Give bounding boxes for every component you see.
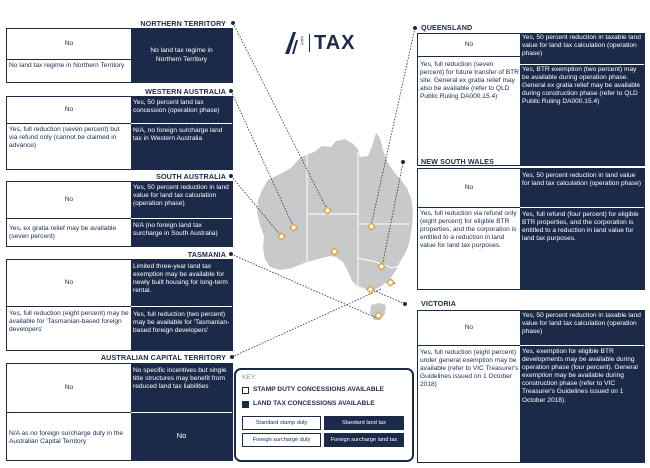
nsw-panel bbox=[417, 168, 645, 290]
tas-land-main: Limited three-year land tax exemption may be available for newly built housing for long-term rental. bbox=[131, 260, 232, 306]
tas-stamp-main: No bbox=[7, 260, 131, 306]
nt-dot bbox=[231, 21, 235, 25]
nt-title: NORTHERN TERRITORY bbox=[140, 19, 226, 28]
foreign-land-chip: Foreign surcharge land tax bbox=[324, 433, 404, 447]
tas-dot bbox=[229, 252, 233, 256]
wa-panel bbox=[6, 96, 233, 170]
wa-land-foreign: N/A, no foreign surcharge land tax in Western Australia bbox=[131, 124, 232, 169]
vic-panel bbox=[417, 310, 645, 463]
sa-title: SOUTH AUSTRALIA bbox=[156, 172, 226, 181]
wa-land-main: Yes, 50 percent land tax concession (operation phase) bbox=[131, 97, 232, 123]
sa-land-main: Yes, 50 percent reduction in land value for land tax calculation (operation phase) bbox=[131, 182, 232, 218]
tas-stamp-foreign: Yes, full reduction (eight percent) may be available for 'Tasmanian-based foreign developers' bbox=[9, 310, 129, 350]
sa-dot bbox=[229, 174, 233, 178]
act-panel bbox=[6, 363, 233, 461]
land-legend-swatch bbox=[242, 401, 249, 408]
qld-land-main: Yes, 50 percent reduction in taxable land value for land tax calculation (operation phase) bbox=[520, 34, 644, 64]
nsw-title: NEW SOUTH WALES bbox=[421, 157, 494, 166]
vic-stamp-main: No bbox=[418, 311, 520, 345]
qld-stamp-foreign: Yes, full reduction (seven percent) for future transfer of BTR site. General ex gratia relief may also be available (refer to QLD Public Ruling DA000.15.4) bbox=[420, 61, 519, 141]
qld-title: QUEENSLAND bbox=[421, 23, 473, 32]
wa-title: WESTERN AUSTRALIA bbox=[145, 87, 226, 96]
foreign-stamp-chip: Foreign surcharge duty bbox=[242, 433, 321, 447]
vic-land-foreign: Yes, exemption for eligible BTR developments may be available during operation phase (four percent). General exemption may be available during construction phase (refer to VIC Treasurer's Guidelines issued on 1 October 2018). bbox=[520, 346, 644, 462]
act-land-foreign: No bbox=[131, 413, 232, 460]
nt-stamp-foreign: No land tax regime in Northern Territory bbox=[9, 62, 127, 82]
nsw-stamp-foreign: Yes, full reduction via refund only (eight percent) for eligible BTR properties, and the corporation is entitled to a reduction in land value for land tax purposes. bbox=[420, 210, 519, 288]
wa-dot bbox=[229, 89, 233, 93]
sa-stamp-main: No bbox=[7, 182, 131, 218]
stamp-legend-label: STAMP DUTY CONCESSIONS AVAILABLE bbox=[253, 386, 385, 393]
nsw-land-main: Yes, 50 percent reduction in land value for land tax calculation (operation phase) bbox=[520, 169, 644, 207]
sa-stamp-foreign: Yes, ex gratia relief may be available (seven percent) bbox=[9, 225, 129, 245]
nsw-stamp-main: No bbox=[418, 169, 520, 207]
land-legend-label: LAND TAX CONCESSIONS AVAILABLE bbox=[253, 400, 375, 407]
vic-dot bbox=[403, 302, 407, 306]
tas-land-foreign: Yes, full reduction (two percent) may be available for 'Tasmanian-based foreign developers' bbox=[131, 307, 232, 350]
qld-panel bbox=[417, 33, 645, 166]
nsw-dot bbox=[401, 160, 405, 164]
nt-panel bbox=[6, 28, 233, 83]
vic-title: VICTORIA bbox=[421, 299, 457, 308]
act-dot bbox=[230, 355, 234, 359]
standard-stamp-chip: Standard stamp duty bbox=[242, 416, 321, 430]
sa-land-foreign: N/A (no foreign land tax surcharge in South Australia) bbox=[131, 219, 232, 246]
nt-land-main: No land tax regime in Northern Territory bbox=[131, 29, 232, 82]
tas-title: TASMANIA bbox=[187, 250, 226, 259]
qld-stamp-main: No bbox=[418, 34, 520, 56]
tas-panel bbox=[6, 259, 233, 351]
nsw-land-foreign: Yes, full refund (four percent) for eligible BTR properties, and the corporation is entitled to a reduction in land value for land tax purposes. bbox=[520, 208, 644, 289]
act-title: AUSTRALIAN CAPITAL TERRITORY bbox=[100, 353, 226, 362]
key-title: KEY: bbox=[242, 374, 257, 381]
sa-panel bbox=[6, 181, 233, 247]
wa-stamp-main: No bbox=[7, 97, 131, 123]
vic-land-main: Yes, 50 percent reduction in taxable land value for land tax calculation (operation phase) bbox=[520, 311, 644, 345]
logo-text: TAX bbox=[314, 32, 356, 54]
act-stamp-main: No bbox=[7, 364, 131, 412]
wa-stamp-foreign: Yes, full reduction (seven percent) but via refund only (cannot be claimed in advance) bbox=[9, 126, 129, 168]
stamp-legend-swatch bbox=[242, 387, 249, 394]
qld-dot bbox=[413, 26, 417, 30]
logo-small-text: A&M bbox=[300, 36, 305, 45]
vic-stamp-foreign: Yes, full reduction (eight percent) under general exemption may be available (refer to VIC Treasurer's Guidelines issued on 1 October 2018) bbox=[420, 349, 519, 461]
nt-stamp-main: No bbox=[7, 29, 131, 59]
act-stamp-foreign: N/A as no foreign surcharge duty in the Australian Capital Territory bbox=[9, 430, 129, 460]
act-land-main: No specific incentives but single title structures may benefit from reduced land tax liabilities bbox=[131, 364, 232, 412]
legend-key bbox=[234, 368, 414, 462]
qld-land-foreign: Yes, BTR exemption (two percent) may be available during operation phase. General ex gratia relief may be available during construction phase (refer to QLD Public Ruling DA000.15.4) bbox=[520, 65, 644, 165]
standard-land-chip: Standard land tax bbox=[324, 416, 404, 430]
